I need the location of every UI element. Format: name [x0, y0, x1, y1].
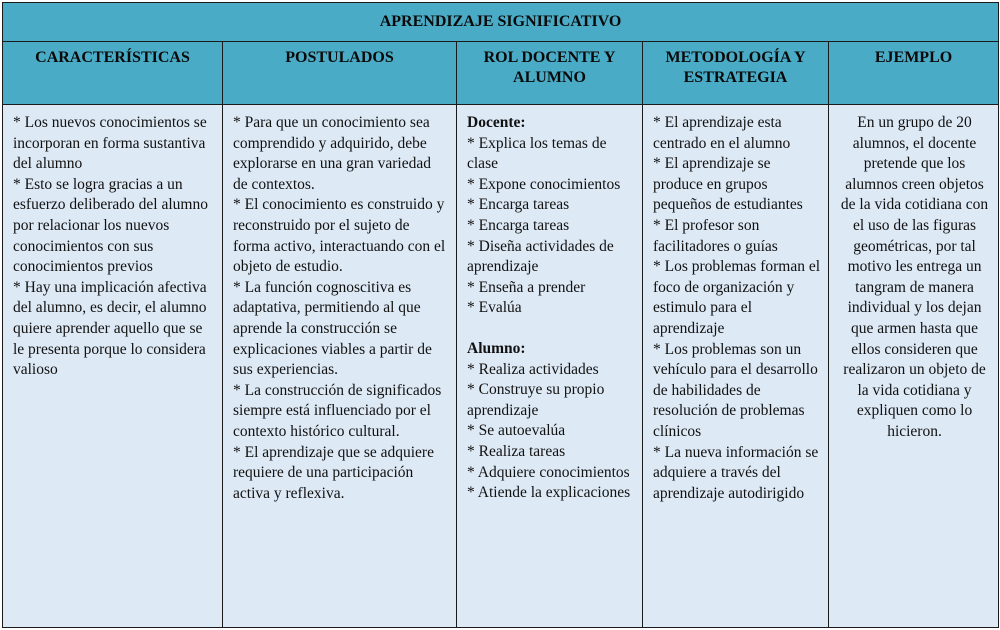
- list-item: En un grupo de 20 alumnos, el docente pretende que los alumnos creen objetos de la vida cotidiana con el uso de las figuras geométricas, por tal motivo les entrega un tangram de manera individual y los dejan que armen hasta que ellos consideren que realizaron un objeto de la vida cotidiana y expliquen como lo hicieron.: [840, 114, 989, 440]
- cell-metodologia: [643, 105, 829, 628]
- cell-postulados: [223, 105, 457, 628]
- list-item: * Para que un conocimiento sea comprendido y adquirido, debe explorarse en una gran variedad de contextos.: [233, 114, 431, 193]
- list-item: * El profesor son facilitadores o guías: [653, 216, 778, 255]
- list-item: * Los nuevos conocimientos se incorporan en forma sustantiva del alumno: [13, 114, 207, 173]
- list-item: * Encarga tareas: [467, 196, 570, 214]
- list-item: * Encarga tareas: [467, 216, 570, 234]
- list-item: * El aprendizaje que se adquiere requiere de una participación activa y reflexiva.: [233, 443, 434, 502]
- list-item: * Los problemas forman el foco de organización y estimulo para el aprendizaje: [653, 258, 821, 337]
- list-item: * Expone conocimientos: [467, 175, 621, 193]
- list-item: * Evalúa: [467, 299, 522, 317]
- role-label: Alumno:: [467, 339, 526, 357]
- column-header-postulados: POSTULADOS: [223, 42, 457, 105]
- cell-caracteristicas: [3, 105, 223, 628]
- list-item: * Atiende la explicaciones: [467, 484, 631, 502]
- list-item: * Diseña actividades de aprendizaje: [467, 237, 614, 276]
- column-header-rol: ROL DOCENTE Y ALUMNO: [457, 42, 643, 105]
- list-item: * La nueva información se adquiere a través del aprendizaje autodirigido: [653, 443, 819, 502]
- list-item: * Explica los temas de clase: [467, 134, 607, 173]
- list-item: * El aprendizaje esta centrado en el alumno: [653, 114, 791, 152]
- list-item: * Realiza actividades: [467, 360, 599, 378]
- body-row: [3, 105, 999, 628]
- list-item: * Esto se logra gracias a un esfuerzo deliberado del alumno por relacionar los nuevos conocimientos con sus conocimientos previos: [13, 175, 208, 276]
- column-header-metodologia: METODOLOGÍA Y ESTRATEGIA: [643, 42, 829, 105]
- cell-rol: [457, 105, 643, 628]
- column-header-caracteristicas: CARACTERÍSTICAS: [3, 42, 223, 105]
- header-row: [3, 42, 999, 105]
- list-item: * Enseña a prender: [467, 278, 586, 296]
- list-item: * El aprendizaje se produce en grupos pequeños de estudiantes: [653, 155, 803, 214]
- document-page: [2, 2, 998, 628]
- list-item: * Construye su propio aprendizaje: [467, 381, 605, 419]
- list-item: * La función cognoscitiva es adaptativa, permitiendo al que aprende la construcción se explicaciones viables a partir de sus experiencias.: [233, 278, 432, 379]
- list-item: * Los problemas son un vehículo para el desarrollo de habilidades de resolución de problemas clínicos: [653, 340, 818, 440]
- list-item: * Hay una implicación afectiva del alumno, es decir, el alumno quiere aprender aquello que se le presenta porque lo considera valioso: [13, 278, 207, 379]
- table-title: APRENDIZAJE SIGNIFICATIVO: [3, 3, 999, 42]
- role-label: Docente:: [467, 114, 526, 131]
- list-item: * Realiza tareas: [467, 442, 566, 460]
- list-item: * El conocimiento es construido y reconstruido por el sujeto de forma activo, interactuando con el objeto de estudio.: [233, 196, 446, 276]
- block-spacer: [467, 319, 634, 339]
- list-item: * Se autoevalúa: [467, 422, 566, 440]
- list-item: * La construcción de significados siempre está influenciado por el contexto histórico cultural.: [233, 381, 442, 440]
- cell-ejemplo: [829, 105, 999, 628]
- title-row: [3, 3, 999, 42]
- concept-table: [2, 2, 999, 628]
- list-item: * Adquiere conocimientos: [467, 463, 630, 481]
- column-header-ejemplo: EJEMPLO: [829, 42, 999, 105]
